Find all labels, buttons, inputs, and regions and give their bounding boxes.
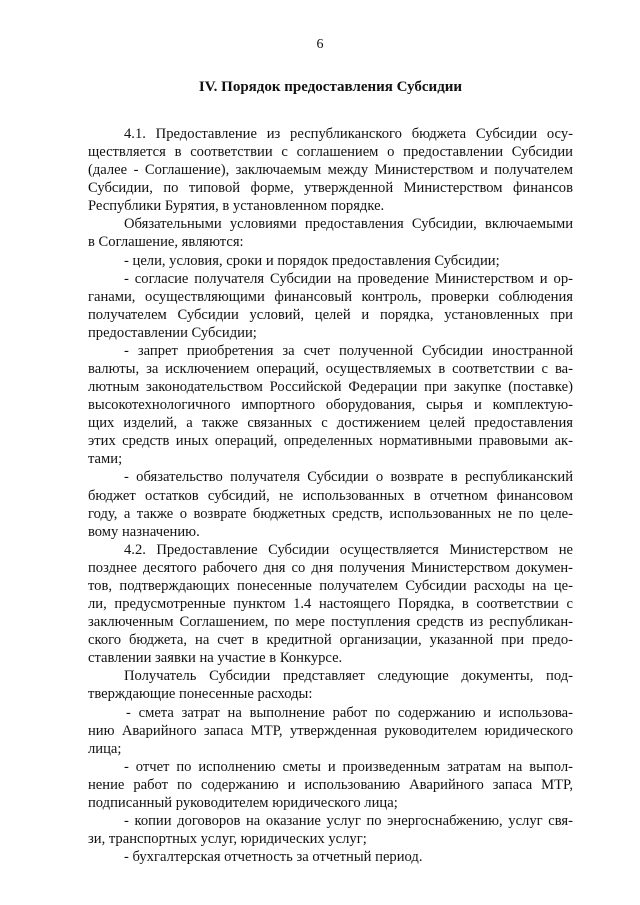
text-line: нию Аварийного запаса МТР, утвержденная руководителем юридического: [88, 722, 573, 739]
text-line: Получатель Субсидии представляет следующие документы, под-: [124, 668, 573, 685]
text-line: щих изделий, а также связанных с достижением целей предоставления: [88, 415, 573, 432]
section-title: IV. Порядок предоставления Субсидии: [198, 79, 463, 95]
text-line: тами;: [88, 451, 123, 468]
body-text: [88, 125, 573, 866]
text-line: в Соглашение, являются:: [88, 234, 244, 251]
text-line: Субсидии, по типовой форме, утвержденной Министерством финансов: [88, 180, 573, 197]
text-line: лица;: [88, 740, 122, 757]
text-line: подписанный руководителем юридического лица;: [88, 794, 398, 811]
text-line: нение работ по содержанию и использованию Аварийного запаса МТР,: [88, 776, 573, 793]
text-line: - бухгалтерская отчетность за отчетный период.: [124, 849, 423, 866]
text-line: - цели, условия, сроки и порядок предоставления Субсидии;: [124, 252, 500, 269]
text-line: (далее - Соглашение), заключаемым между Министерством и получателем: [88, 162, 573, 179]
text-line: - смета затрат на выполнение работ по содержанию и использова-: [126, 704, 573, 721]
text-line: году, а также о возврате бюджетных средств, использованных не по целе-: [88, 505, 573, 522]
text-line: - копии договоров на оказание услуг по энергоснабжению, услуг свя-: [124, 812, 573, 829]
text-line: 4.2. Предоставление Субсидии осуществляется Министерством не: [124, 541, 573, 558]
text-line: заключенным Соглашением, по мере поступления средств из республикан-: [88, 614, 573, 631]
text-line: тов, подтверждающих понесенные получателем Субсидии расходы на це-: [88, 577, 573, 594]
text-line: лютным законодательством Российской Федерации при закупке (поставке): [88, 379, 573, 396]
text-line: позднее десятого рабочего дня со дня получения Министерством докумен-: [88, 559, 573, 576]
text-line: ставлении заявки на участие в Конкурсе.: [88, 650, 343, 667]
text-line: бюджет остатков субсидий, не использованных в отчетном финансовом: [88, 487, 573, 504]
text-line: этих средств иных операций, определенных нормативными правовыми ак-: [88, 433, 573, 450]
text-line: - запрет приобретения за счет полученной Субсидии иностранной: [124, 342, 573, 359]
text-line: вому назначению.: [88, 523, 200, 540]
text-line: валюты, за исключением операций, осуществляемых в соответствии с ва-: [88, 361, 573, 378]
text-line: - обязательство получателя Субсидии о возврате в республиканский: [124, 469, 573, 486]
text-line: тверждающие понесенные расходы:: [88, 686, 313, 703]
text-line: получателем Субсидии условий, целей и порядка, установленных при: [88, 306, 573, 323]
text-line: - отчет по исполнению сметы и произведенным затратам на выпол-: [124, 758, 573, 775]
page-number: 6: [316, 37, 324, 52]
text-line: ли, предусмотренные пунктом 1.4 настоящего Порядка, в соответствии с: [88, 596, 573, 613]
text-line: 4.1. Предоставление из республиканского бюджета Субсидии осу-: [124, 126, 573, 142]
text-line: высокотехнологичного импортного оборудования, сырья и комплектую-: [88, 397, 573, 414]
text-line: Республики Бурятия, в установленном порядке.: [88, 198, 385, 215]
text-line: - согласие получателя Субсидии на проведение Министерством и ор-: [124, 270, 573, 287]
text-line: ганами, осуществляющими финансовый контроль, проверки соблюдения: [88, 288, 573, 305]
text-line: ществляется в соответствии с соглашением о предоставлении Субсидии: [88, 144, 573, 161]
text-line: предоставлении Субсидии;: [88, 324, 257, 341]
text-line: зи, транспортных услуг, юридических услуг;: [88, 831, 367, 848]
text-line: ского бюджета, на счет в кредитной организации, указанной при предо-: [88, 632, 573, 649]
text-line: Обязательными условиями предоставления Субсидии, включаемыми: [124, 216, 573, 233]
